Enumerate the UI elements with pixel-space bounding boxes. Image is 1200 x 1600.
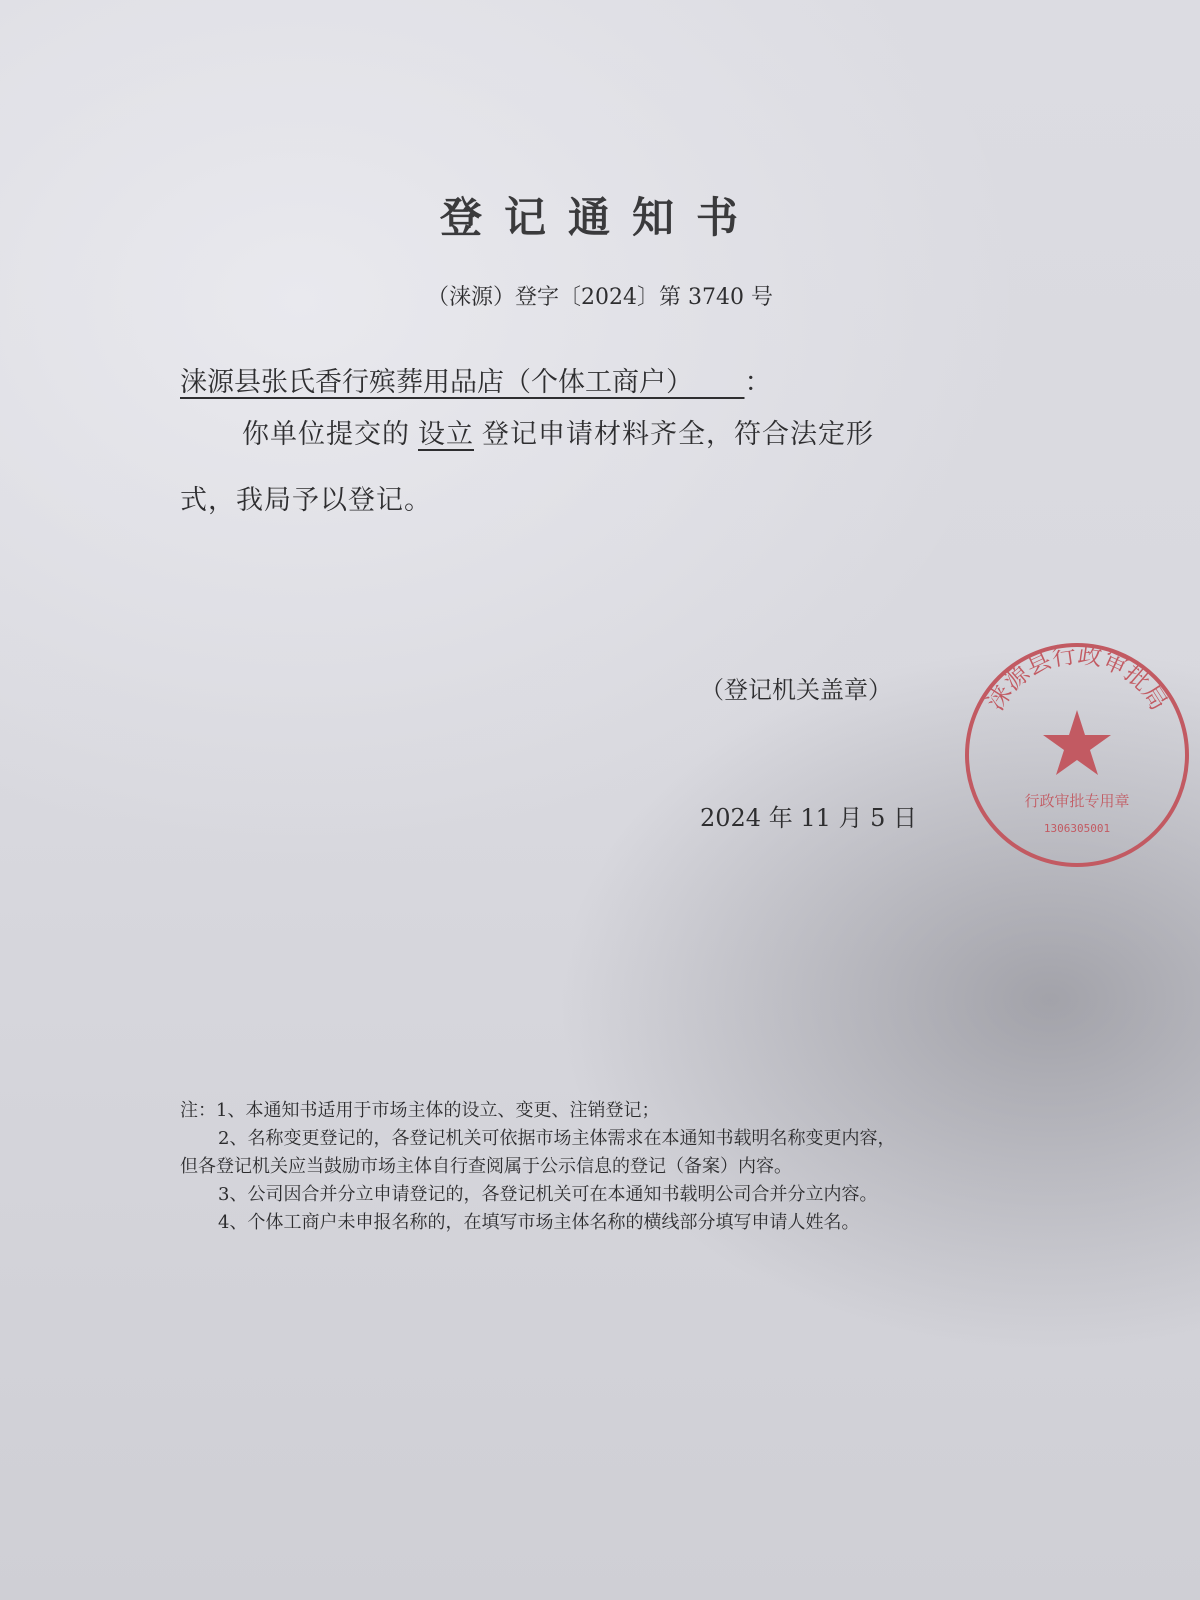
body-line-1 <box>242 412 874 451</box>
seal-bottom-text: 行政审批专用章 <box>1024 792 1130 810</box>
body-prefix: 你单位提交的 <box>242 419 410 450</box>
registration-type: 设立 <box>418 419 474 450</box>
seal-top-text: 涞源县行政审批局 <box>981 640 1173 716</box>
document-title: 登记通知书 <box>439 193 760 242</box>
notes-section <box>180 1097 895 1237</box>
document-number: （涞源）登字〔2024〕第 3740 号 <box>427 285 773 310</box>
svg-text:涞源县行政审批局 <box>981 640 1173 715</box>
issue-date: 2024 年 11 月 5 日 <box>700 804 918 832</box>
official-seal <box>962 640 1192 870</box>
note-2-cont: 但各登记机关应当鼓励市场主体自行查阅属于公示信息的登记（备案）内容。 <box>180 1156 792 1177</box>
note-3: 3、公司因合并分立申请登记的，各登记机关可在本通知书载明公司合并分立内容。 <box>218 1184 878 1205</box>
seal-number: 1306305001 <box>1043 822 1111 835</box>
addressee <box>180 360 772 399</box>
note-2: 2、名称变更登记的，各登记机关可依据市场主体需求在本通知书载明名称变更内容， <box>218 1128 896 1149</box>
note-4: 4、个体工商户未申报名称的，在填写市场主体名称的横线部分填写申请人姓名。 <box>218 1212 860 1233</box>
seal-icon <box>962 640 1192 870</box>
seal-note: （登记机关盖章） <box>700 676 892 704</box>
addressee-colon: ： <box>744 367 772 398</box>
body-suffix: 登记申请材料齐全，符合法定形 <box>482 419 874 450</box>
note-1: 注：1、本通知书适用于市场主体的设立、变更、注销登记； <box>180 1100 660 1121</box>
addressee-name: 涞源县张氏香行殡葬用品店（个体工商户） <box>180 367 693 398</box>
body-line-2: 式，我局予以登记。 <box>180 485 432 516</box>
